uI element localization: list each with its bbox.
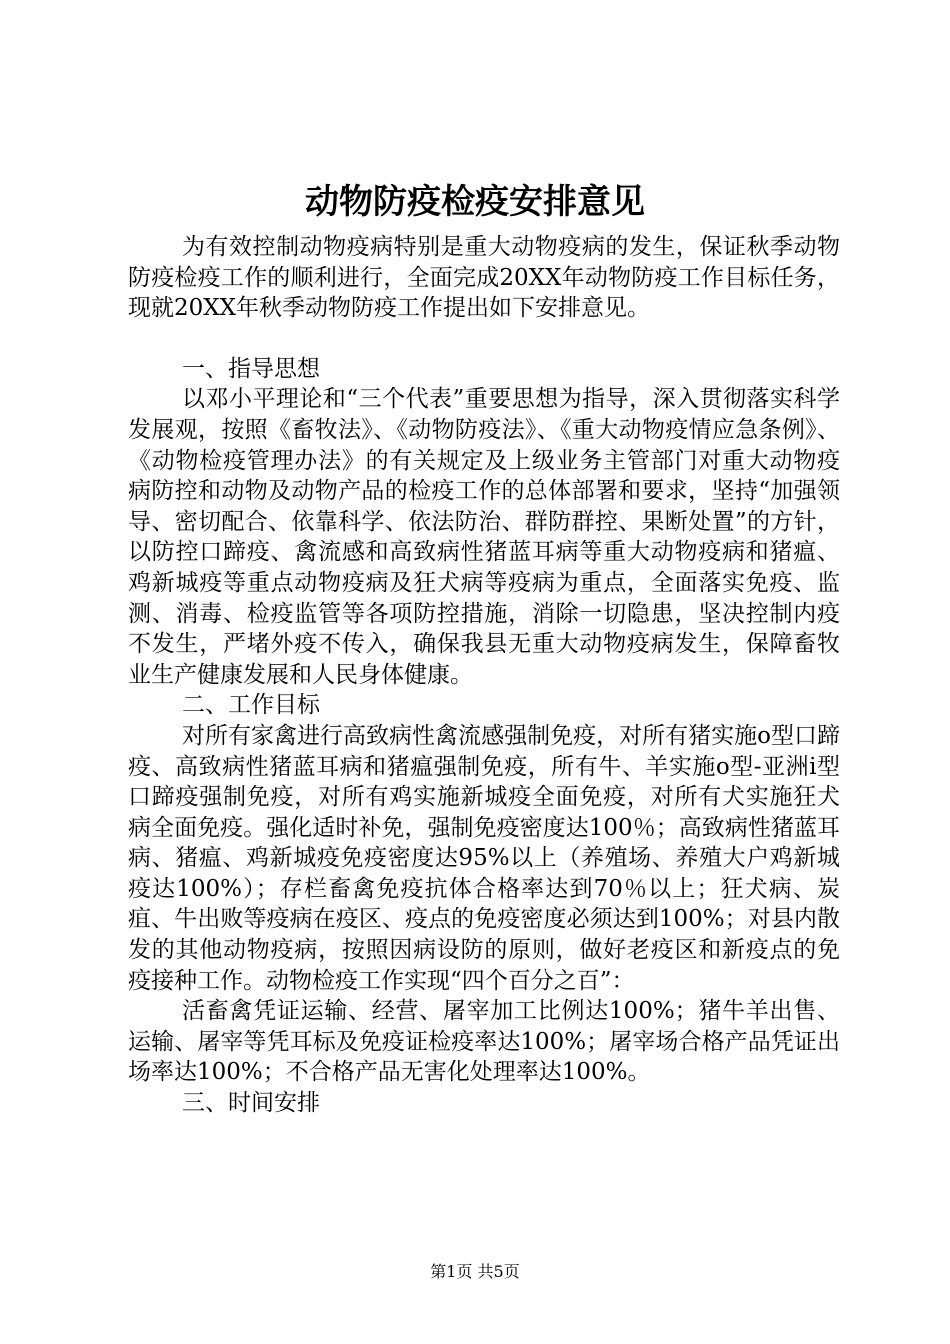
paragraph-gap xyxy=(128,324,840,354)
page-footer: 第1页 共5页 xyxy=(430,1262,520,1281)
document-body xyxy=(128,232,840,1119)
section-heading-work-goals: 二、工作目标 xyxy=(182,692,320,719)
guiding-thought-paragraph: 以邓小平理论和“三个代表”重要思想为指导，深入贯彻落实科学发展观，按照《畜牧法》、《动物防疫法》、《重大动物疫情应急条例》、《动物检疫管理办法》的有关规定及上级业务主管部门对重大动物疫病防控和动物及动物产品的检疫工作的总体部署和要求，坚持“加强领导、密切配合、依靠科学、依法防治、群防群控、果断处置”的方针，以防控口蹄疫、禽流感和高致病性猪蓝耳病等重大动物疫病和猪瘟、鸡新城疫等重点动物疫病及狂犬病等疫病为重点，全面落实免疫、监测、消毒、检疫监管等各项防控措施，消除一切隐患，坚决控制内疫不发生，严堵外疫不传入，确保我县无重大动物疫病发生，保障畜牧业生产健康发展和人民身体健康。 xyxy=(128,386,840,688)
document-title: 动物防疫检疫安排意见 xyxy=(305,182,645,222)
section-heading-guiding-thought: 一、指导思想 xyxy=(182,355,320,382)
section-heading-schedule: 三、时间安排 xyxy=(182,1090,320,1117)
quarantine-targets-paragraph: 活畜禽凭证运输、经营、屠宰加工比例达100%；猪牛羊出售、运输、屠宰等凭耳标及免疫证检疫率达100%；屠宰场合格产品凭证出场率达100%；不合格产品无害化处理率达100%。 xyxy=(128,998,840,1086)
work-goals-paragraph: 对所有家禽进行高致病性禽流感强制免疫，对所有猪实施o型口蹄疫、高致病性猪蓝耳病和猪瘟强制免疫，所有牛、羊实施o型-亚洲i型口蹄疫强制免疫，对所有鸡实施新城疫全面免疫，对所有犬实施狂犬病全面免疫。强化适时补免，强制免疫密度达100％；高致病性猪蓝耳病、猪瘟、鸡新城疫免疫密度达95%以上（养殖场、养殖大户鸡新城疫达100%）；存栏畜禽免疫抗体合格率达到70％以上；狂犬病、炭疽、牛出败等疫病在疫区、疫点的免疫密度必须达到100%；对县内散发的其他动物疫病，按照因病设防的原则，做好老疫区和新疫点的免疫接种工作。动物检疫工作实现“四个百分之百”： xyxy=(128,722,840,994)
intro-paragraph: 为有效控制动物疫病特别是重大动物疫病的发生，保证秋季动物防疫检疫工作的顺利进行，全面完成20XX年动物防疫工作目标任务，现就20XX年秋季动物防疫工作提出如下安排意见。 xyxy=(128,234,840,322)
